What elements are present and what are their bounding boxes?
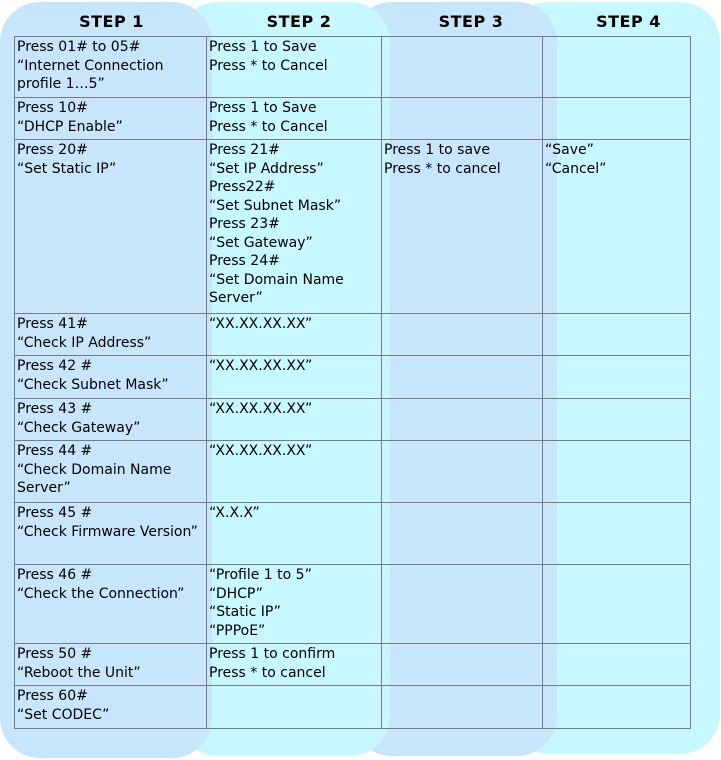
step4-cell: [543, 356, 691, 399]
step2-cell: [207, 140, 382, 314]
steps-table-body: [15, 37, 691, 729]
cell-text: Press 21# “Set IP Address” Press22# “Set Subnet Mask” Press 23# “Set Gateway” Press 24# “Set Domain Name Server”: [209, 142, 344, 306]
step3-cell: [382, 644, 543, 686]
step4-cell: [543, 644, 691, 686]
table-row: [15, 644, 691, 686]
table-row: [15, 399, 691, 441]
table-row: [15, 314, 691, 356]
cell-text: Press 42 # “Check Subnet Mask”: [17, 358, 169, 393]
step2-cell: [207, 441, 382, 503]
step1-header: STEP 1: [79, 12, 144, 31]
step1-cell: [15, 644, 207, 686]
step3-cell: [382, 356, 543, 399]
table-row: [15, 503, 691, 565]
step2-cell: [207, 37, 382, 98]
step4-cell: [543, 441, 691, 503]
cell-text: Press 43 # “Check Gateway”: [17, 401, 141, 436]
cell-text: “XX.XX.XX.XX”: [209, 358, 313, 374]
step1-cell: [15, 98, 207, 140]
cell-text: Press 20# “Set Static IP”: [17, 142, 117, 177]
step3-cell: [382, 441, 543, 503]
step4-cell: [543, 686, 691, 729]
cell-text: Press 10# “DHCP Enable”: [17, 100, 123, 135]
table-row: [15, 356, 691, 399]
step3-cell: [382, 140, 543, 314]
step3-cell: [382, 314, 543, 356]
step3-cell: [382, 503, 543, 565]
step1-cell: [15, 503, 207, 565]
cell-text: Press 1 to save Press * to cancel: [384, 142, 501, 177]
step1-cell: [15, 399, 207, 441]
step3-cell: [382, 37, 543, 98]
step4-cell: [543, 140, 691, 314]
cell-text: Press 01# to 05# “Internet Connection profile 1…5”: [17, 39, 164, 92]
cell-text: Press 50 # “Reboot the Unit”: [17, 646, 141, 681]
table-row: [15, 98, 691, 140]
step3-cell: [382, 565, 543, 644]
table-row: [15, 565, 691, 644]
cell-text: “X.X.X”: [209, 505, 260, 521]
cell-text: “XX.XX.XX.XX”: [209, 401, 313, 417]
step4-cell: [543, 37, 691, 98]
cell-text: “Save” “Cancel”: [545, 142, 607, 177]
cell-text: Press 41# “Check IP Address”: [17, 316, 152, 351]
table-row: [15, 37, 691, 98]
step4-cell: [543, 98, 691, 140]
step2-cell: [207, 686, 382, 729]
table-row: [15, 686, 691, 729]
cell-text: Press 44 # “Check Domain Name Server”: [17, 443, 172, 496]
step4-cell: [543, 503, 691, 565]
step2-cell: [207, 503, 382, 565]
step3-cell: [382, 686, 543, 729]
table-row: [15, 441, 691, 503]
cell-text: Press 46 # “Check the Connection”: [17, 567, 185, 602]
step2-cell: [207, 314, 382, 356]
step4-cell: [543, 399, 691, 441]
step1-cell: [15, 37, 207, 98]
step2-cell: [207, 399, 382, 441]
cell-text: Press 1 to Save Press * to Cancel: [209, 100, 328, 135]
step1-cell: [15, 441, 207, 503]
cell-text: “XX.XX.XX.XX”: [209, 316, 313, 332]
cell-text: Press 45 # “Check Firmware Version”: [17, 505, 198, 540]
step4-cell: [543, 565, 691, 644]
step2-cell: [207, 98, 382, 140]
step4-cell: [543, 314, 691, 356]
step1-cell: [15, 565, 207, 644]
step2-cell: [207, 644, 382, 686]
cell-text: “Profile 1 to 5” “DHCP” “Static IP” “PPPoE”: [209, 567, 312, 639]
cell-text: Press 1 to Save Press * to Cancel: [209, 39, 328, 74]
cell-text: “XX.XX.XX.XX”: [209, 443, 313, 459]
steps-table: [14, 36, 691, 729]
step2-cell: [207, 565, 382, 644]
step1-cell: [15, 356, 207, 399]
step3-cell: [382, 98, 543, 140]
step3-cell: [382, 399, 543, 441]
table-row: [15, 140, 691, 314]
cell-text: Press 1 to confirm Press * to cancel: [209, 646, 336, 681]
step4-header: STEP 4: [596, 12, 661, 31]
step2-header: STEP 2: [266, 12, 332, 31]
step3-header: STEP 3: [438, 12, 504, 31]
step1-cell: [15, 140, 207, 314]
step1-cell: [15, 686, 207, 729]
step1-cell: [15, 314, 207, 356]
cell-text: Press 60# “Set CODEC”: [17, 688, 110, 723]
step2-cell: [207, 356, 382, 399]
